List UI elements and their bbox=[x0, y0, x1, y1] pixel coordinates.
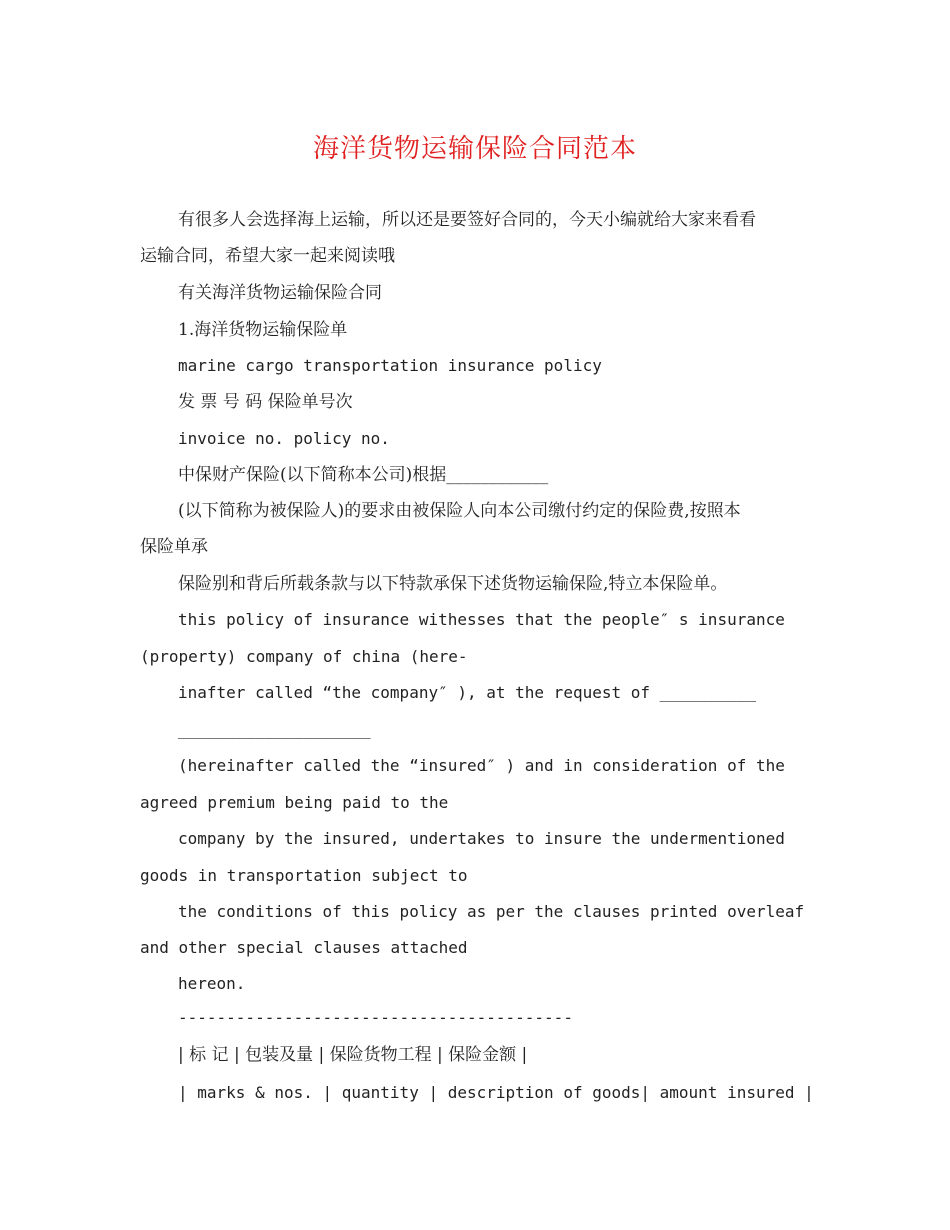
paragraph-cn-2: (以下简称为被保险人)的要求由被保险人向本公司缴付约定的保险费,按照本 bbox=[178, 501, 741, 521]
paragraph-en-5: agreed premium being paid to the bbox=[140, 793, 449, 812]
paragraph-en-1: this policy of insurance withesses that the people″ s insurance bbox=[178, 610, 785, 629]
table-separator: ----------------------------------------- bbox=[178, 1008, 573, 1027]
paragraph-en-3: inafter called “the company″ ), at the request of __________ bbox=[178, 683, 756, 702]
section-heading: 有关海洋货物运输保险合同 bbox=[178, 283, 382, 303]
paragraph-cn-3: 保险单承 bbox=[140, 537, 208, 557]
paragraph-en-7: goods in transportation subject to bbox=[140, 866, 468, 885]
paragraph-en-10: hereon. bbox=[178, 974, 246, 993]
paragraph-cn-4: 保险别和背后所载条款与以下特款承保下述货物运输保险,特立本保险单。 bbox=[178, 574, 728, 594]
document-title: 海洋货物运输保险合同范本 bbox=[312, 134, 637, 164]
paragraph-en-8: the conditions of this policy as per the clauses printed overleaf bbox=[178, 902, 805, 921]
intro-line-2: 运输合同，希望大家一起来阅读哦 bbox=[140, 246, 395, 266]
invoice-label-cn: 发 票 号 码 保险单号次 bbox=[178, 392, 353, 412]
paragraph-en-9: and other special clauses attached bbox=[140, 938, 468, 957]
intro-line-1: 有很多人会选择海上运输，所以还是要签好合同的，今天小编就给大家来看看 bbox=[178, 210, 756, 230]
table-header-cn: | 标 记 | 包装及量 | 保险货物工程 | 保险金额 | bbox=[178, 1045, 528, 1065]
invoice-label-en: invoice no. policy no. bbox=[178, 429, 390, 448]
policy-title-en: marine cargo transportation insurance policy bbox=[178, 356, 602, 375]
subsection-heading: 1.海洋货物运输保险单 bbox=[178, 320, 348, 340]
paragraph-cn-1: 中保财产保险(以下简称本公司)根据____________ bbox=[178, 465, 549, 485]
paragraph-en-6: company by the insured, undertakes to insure the undermentioned bbox=[178, 829, 785, 848]
blank-underline: ____________________ bbox=[178, 720, 371, 739]
table-header-en: | marks & nos. | quantity | description of goods| amount insured | bbox=[178, 1083, 814, 1102]
paragraph-en-4: (hereinafter called the “insured″ ) and in consideration of the bbox=[178, 756, 785, 775]
paragraph-en-2: (property) company of china (here- bbox=[140, 647, 468, 666]
